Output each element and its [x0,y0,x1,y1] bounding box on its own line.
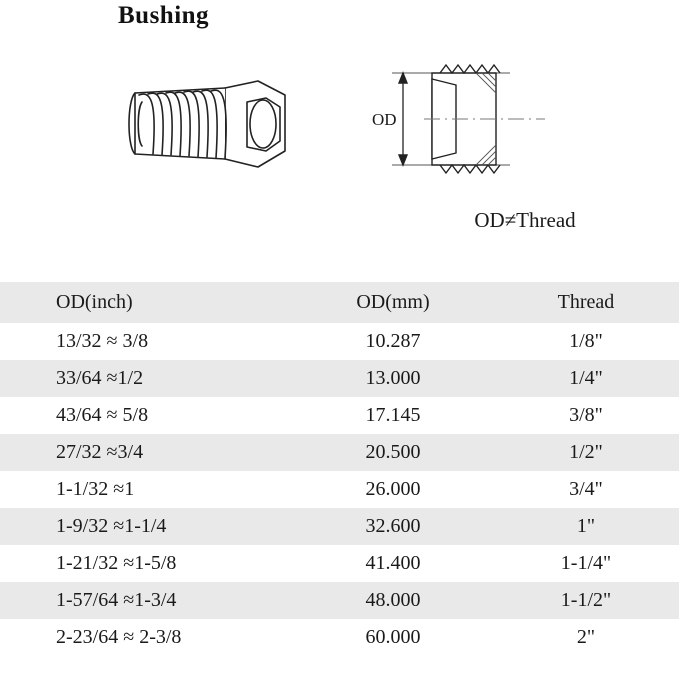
spec-table-wrapper [0,282,679,656]
cell-thread: 1/8" [569,330,603,352]
table-body [0,323,679,656]
cell-od-mm: 26.000 [365,478,421,500]
od-dimension-label: OD [372,110,397,129]
cell-od-mm: 41.400 [365,552,421,574]
cell-thread: 1-1/2" [560,589,612,611]
bushing-3d-figure [95,55,295,200]
table-header-row [0,282,679,323]
table-row [0,434,679,471]
cell-od-inch: 1-57/64 ≈1-3/4 [56,589,177,611]
cell-od-inch: 1-1/32 ≈1 [56,478,135,500]
cell-od-mm: 17.145 [365,404,421,426]
cell-thread: 3/8" [569,404,603,426]
cell-od-mm: 13.000 [365,367,421,389]
table-row [0,545,679,582]
cell-thread: 1-1/4" [560,552,612,574]
bushing-section-figure [370,55,600,210]
table-row [0,508,679,545]
cell-od-inch: 33/64 ≈1/2 [56,367,144,389]
cell-od-inch: 13/32 ≈ 3/8 [56,330,149,352]
column-header-od-inch: OD(inch) [56,291,133,313]
table-row [0,471,679,508]
table-row [0,619,679,656]
cell-od-inch: 43/64 ≈ 5/8 [56,404,149,426]
cell-od-mm: 48.000 [365,589,421,611]
cell-thread: 1" [576,515,596,537]
cell-od-inch: 2-23/64 ≈ 2-3/8 [56,626,182,648]
spec-table [0,282,679,656]
table-row [0,323,679,360]
table-header [0,282,679,323]
column-header-od-mm: OD(mm) [356,291,430,313]
cell-od-mm: 20.500 [365,441,421,463]
cell-thread: 2" [576,626,596,648]
table-row [0,360,679,397]
cell-od-mm: 32.600 [365,515,421,537]
column-header-thread: Thread [557,291,615,313]
cell-od-inch: 1-9/32 ≈1-1/4 [56,515,167,537]
figure-caption: OD≠Thread [474,208,576,232]
table-row [0,582,679,619]
cell-thread: 1/2" [569,441,603,463]
cell-od-inch: 1-21/32 ≈1-5/8 [56,552,177,574]
cell-od-mm: 60.000 [365,626,421,648]
page-title: Bushing [118,2,210,29]
figure-area [0,40,679,275]
table-row [0,397,679,434]
cell-od-mm: 10.287 [365,330,421,352]
cell-thread: 3/4" [569,478,603,500]
cell-thread: 1/4" [569,367,603,389]
cell-od-inch: 27/32 ≈3/4 [56,441,144,463]
